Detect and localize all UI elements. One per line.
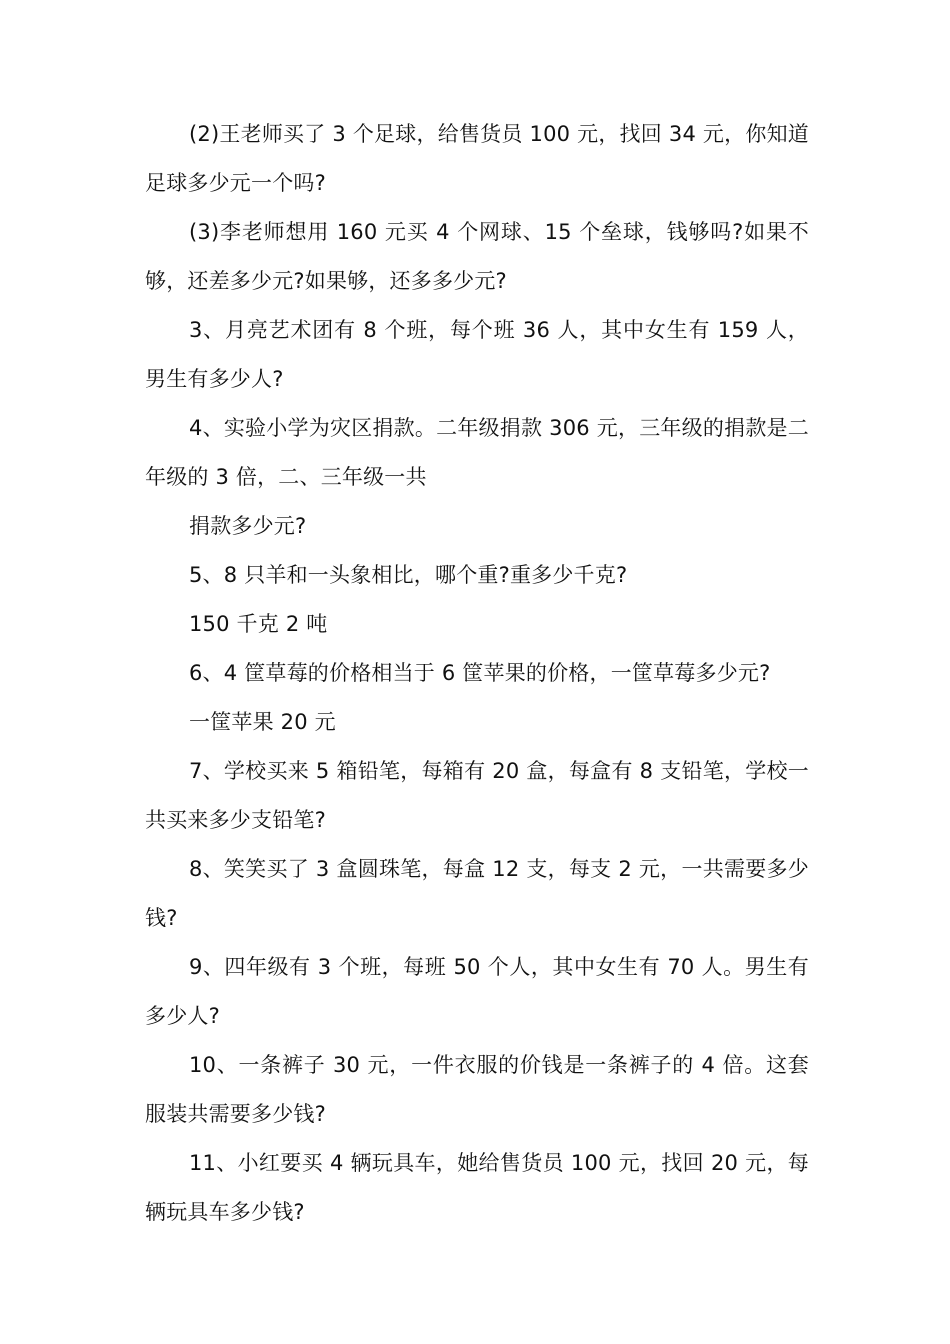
- problem-9: 9、四年级有 3 个班，每班 50 个人，其中女生有 70 人。男生有多少人?: [145, 955, 809, 1028]
- problem-5: 5、8 只羊和一头象相比，哪个重?重多少千克?: [189, 563, 628, 587]
- document-body: [145, 110, 809, 1237]
- problem-2-2: (2)王老师买了 3 个足球，给售货员 100 元，找回 34 元，你知道足球多少元一个吗?: [145, 122, 809, 195]
- problem-8: 8、笑笑买了 3 盒圆珠笔，每盒 12 支，每支 2 元，一共需要多少钱?: [145, 857, 809, 930]
- problem-6-info: 一筐苹果 20 元: [189, 710, 336, 734]
- problem-6: 6、4 筐草莓的价格相当于 6 筐苹果的价格，一筐草莓多少元?: [189, 661, 771, 685]
- problem-7: 7、学校买来 5 箱铅笔，每箱有 20 盒，每盒有 8 支铅笔，学校一共买来多少支铅笔?: [145, 759, 809, 832]
- problem-11: 11、小红要买 4 辆玩具车，她给售货员 100 元，找回 20 元，每辆玩具车多少钱?: [145, 1151, 809, 1224]
- problem-4-continued: 捐款多少元?: [189, 514, 307, 538]
- problem-3: 3、月亮艺术团有 8 个班，每个班 36 人，其中女生有 159 人，男生有多少人?: [145, 318, 809, 391]
- problem-10: 10、一条裤子 30 元，一件衣服的价钱是一条裤子的 4 倍。这套服装共需要多少钱?: [145, 1053, 809, 1126]
- problem-2-3: (3)李老师想用 160 元买 4 个网球、15 个垒球，钱够吗?如果不够，还差多少元?如果够，还多多少元?: [145, 220, 809, 293]
- problem-5-info: 150 千克 2 吨: [189, 612, 328, 636]
- problem-4: 4、实验小学为灾区捐款。二年级捐款 306 元，三年级的捐款是二年级的 3 倍，二、三年级一共: [145, 416, 809, 489]
